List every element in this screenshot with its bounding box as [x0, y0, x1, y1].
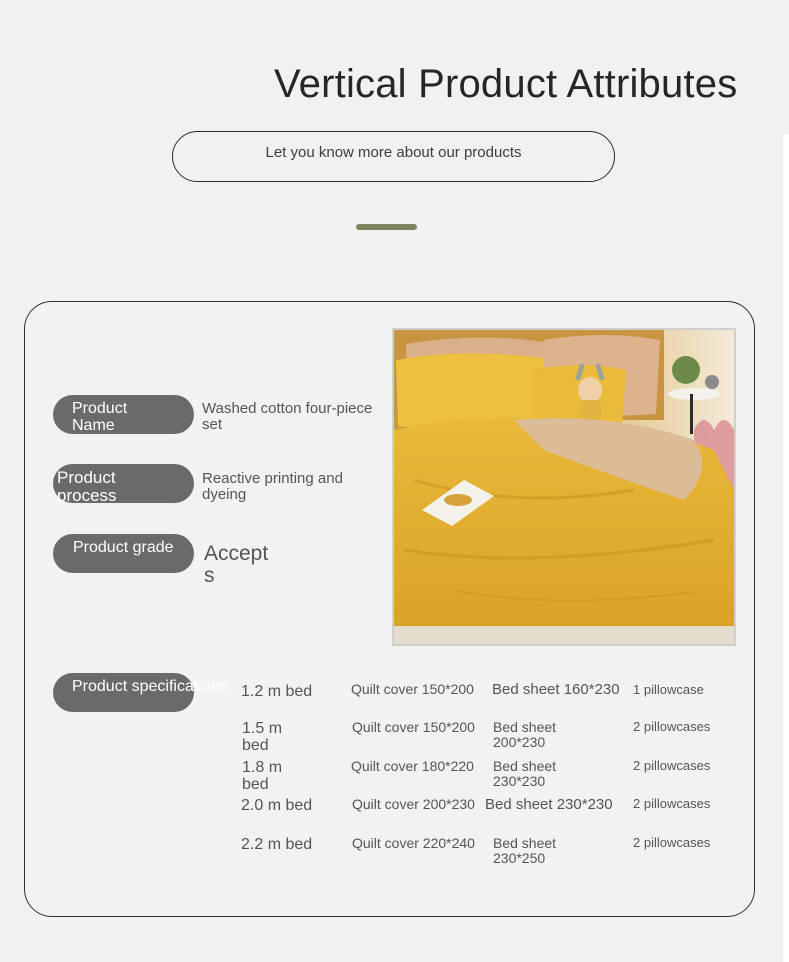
value-product-name: Washed cotton four-piece set — [202, 400, 373, 433]
label-text: Product specifications — [72, 678, 228, 695]
label-text: Product Name — [72, 400, 128, 434]
spec-quilt: Quilt cover 220*240 — [352, 835, 475, 851]
spec-sheet: Bed sheet 230*250 — [493, 835, 557, 866]
page-title: Vertical Product Attributes — [274, 62, 738, 106]
spec-sheet: Bed sheet 160*230 — [492, 681, 620, 698]
spec-quilt: Quilt cover 180*220 — [351, 758, 474, 774]
spec-quilt: Quilt cover 200*230 — [352, 796, 475, 812]
spec-pillow: 2 pillowcases — [633, 796, 711, 811]
label-product-name — [53, 395, 194, 434]
label-text: Product process — [57, 468, 117, 505]
label-product-grade — [53, 534, 194, 573]
subtitle-pill — [172, 131, 615, 182]
value-product-process: Reactive printing and dyeing — [202, 470, 343, 503]
subtitle-text: Let you know more about our products — [265, 144, 522, 161]
spec-bed-size: 2.2 m bed — [241, 836, 313, 853]
spec-bed-size: 2.0 m bed — [241, 797, 313, 814]
spec-pillow: 2 pillowcases — [633, 835, 711, 850]
page-edge — [783, 135, 789, 962]
label-product-specifications — [53, 673, 228, 712]
spec-pillow: 2 pillowcases — [633, 758, 711, 773]
spec-bed-size: 1.5 m bed — [242, 720, 283, 754]
spec-bed-size: 1.8 m bed — [242, 759, 283, 793]
bedding-image — [394, 330, 734, 644]
spec-sheet: Bed sheet 230*230 — [485, 796, 613, 813]
accent-divider — [356, 224, 417, 230]
spec-quilt: Quilt cover 150*200 — [351, 681, 474, 697]
spec-sheet: Bed sheet 230*230 — [493, 758, 557, 789]
spec-pillow: 1 pillowcase — [633, 682, 704, 697]
spec-pillow: 2 pillowcases — [633, 719, 711, 734]
value-product-grade: Accepts — [204, 542, 269, 587]
label-product-process — [53, 464, 194, 503]
product-photo — [392, 328, 736, 646]
spec-quilt: Quilt cover 150*200 — [352, 719, 475, 735]
spec-bed-size: 1.2 m bed — [241, 683, 313, 700]
spec-sheet: Bed sheet 200*230 — [493, 719, 557, 750]
label-text: Product grade — [73, 539, 174, 556]
